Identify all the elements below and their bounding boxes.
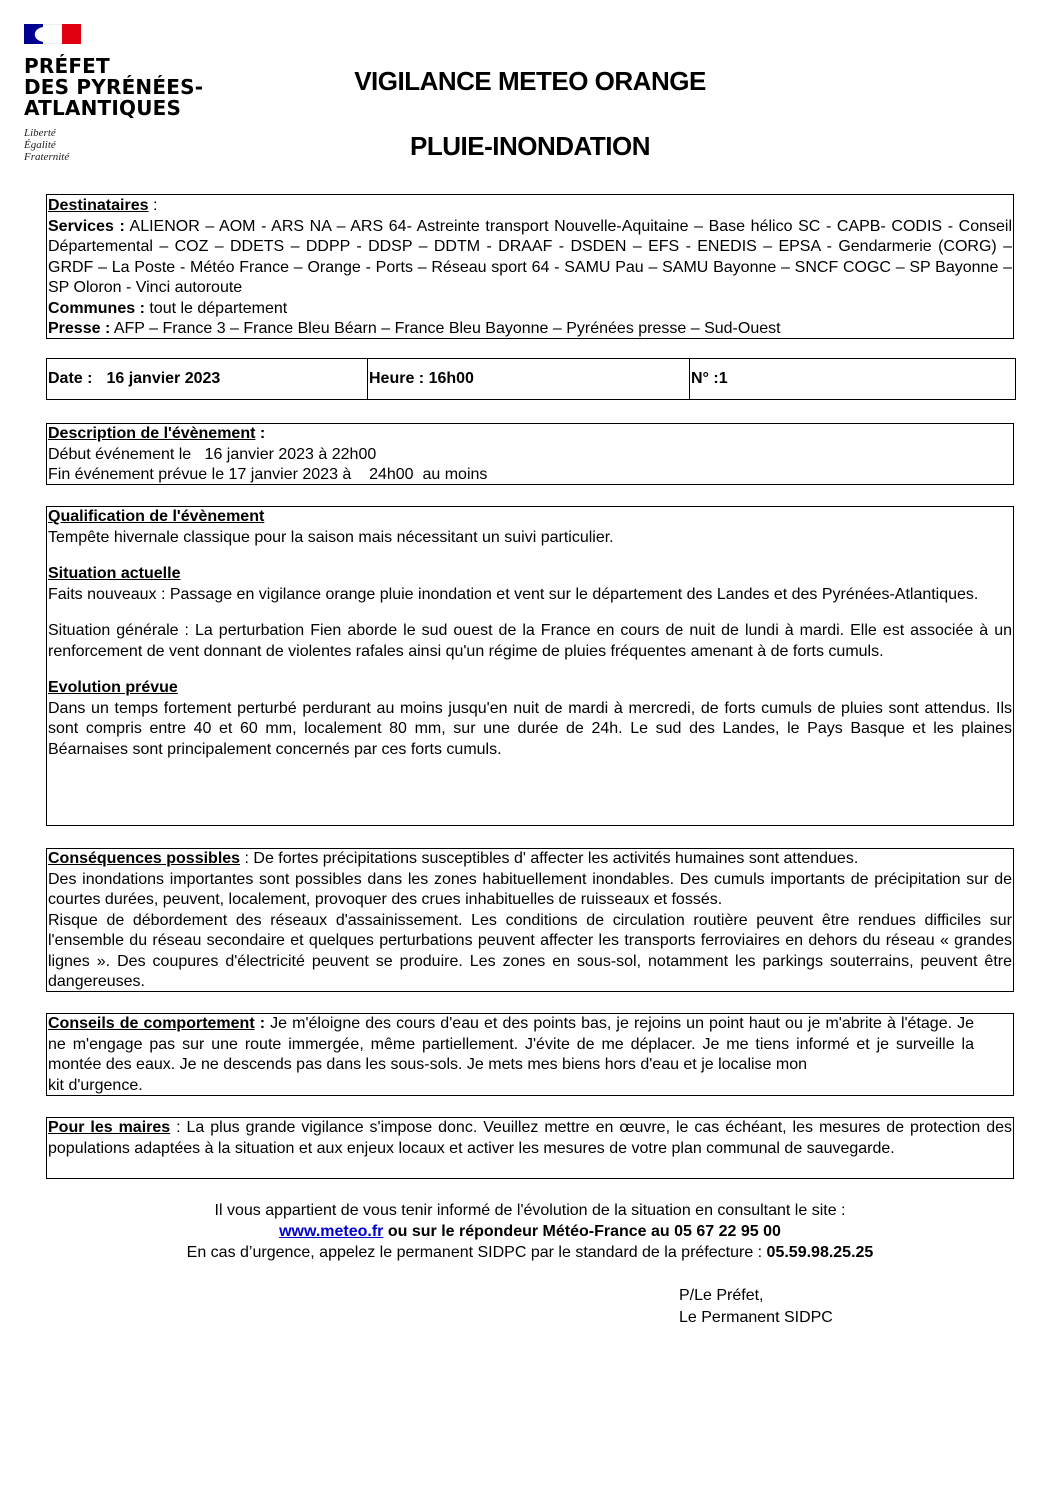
motto-fraternite: Fraternité (24, 151, 70, 163)
bulletin-info-row (46, 358, 1016, 400)
services-text: ALIENOR – AOM - ARS NA – ARS 64- Astreinte transport Nouvelle-Aquitaine – Base hélico SC - CAPB- CODIS - Conseil Départemental – COZ – DDETS – DDPP - DDSP – DDTM - DRAAF - DSDEN – EFS - ENEDIS – EPSA - Gendarmerie (CORG) – GRDF – La Poste - Météo France – Orange - Ports – Réseau sport 64 - SAMU Pau – SAMU Bayonne – SNCF COGC – SP Bayonne – SP Oloron - Vinci autoroute (48, 217, 1013, 296)
maires-box (46, 1117, 1014, 1179)
recipients-heading: Destinataires (48, 197, 149, 214)
faits-nouveaux: Faits nouveaux : Passage en vigilance orange pluie inondation et vent sur le département des Landes et des Pyrénées-Atlantiques. (48, 585, 979, 603)
presse-text: AFP – France 3 – France Bleu Béarn – France Bleu Bayonne – Pyrénées presse – Sud-Ouest (110, 320, 781, 337)
numero-cell (690, 359, 1015, 399)
republic-motto (24, 127, 224, 163)
marianne-profile-icon (24, 24, 43, 44)
qualification-text: Tempête hivernale classique pour la saison mais nécessitant un suivi particulier. (48, 528, 614, 546)
event-heading: Description de l'évènement (48, 425, 256, 442)
qualification-box (46, 506, 1014, 826)
logo-line-3: ATLANTIQUES (24, 96, 182, 120)
situation-heading: Situation actuelle (48, 565, 181, 582)
event-end: Fin événement prévue le 17 janvier 2023 à 24h00 au moins (48, 466, 488, 483)
maires-text: : La plus grande vigilance s'impose donc. Veuillez mettre en œuvre, le cas échéant, les mesures de protection des populations adaptées à la situation et aux enjeux locaux et activer les mesures de votre plan communal de sauvegarde. (48, 1119, 1013, 1157)
meteo-france-link[interactable]: www.meteo.fr (279, 1223, 384, 1240)
date-value: 16 janvier 2023 (106, 370, 221, 387)
motto-liberte: Liberté (24, 127, 56, 139)
motto-egalite: Égalité (24, 139, 56, 151)
qualification-heading: Qualification de l'évènement (48, 508, 265, 525)
numero-value: N° :1 (691, 370, 728, 387)
page-title: VIGILANCE METEO ORANGE (354, 66, 706, 96)
maires-heading: Pour les maires (48, 1119, 171, 1136)
prefecture-name (24, 56, 224, 119)
communes-paragraph (48, 299, 1012, 320)
conseils-text: Je m'éloigne des cours d'eau et des points bas, je rejoins un point haut ou je m'abrite à l'étage. Je ne m'engage pas sur une route immergée, même partiellement. J'évite de me déplacer. Je me tiens informé et je surveille la montée des eaux. Je ne descends pas dans les sous-sols. Je mets mes biens hors d'eau et je localise mon (48, 1015, 975, 1073)
page-subtitle: PLUIE-INONDATION (410, 131, 650, 161)
communes-label: Communes : (48, 299, 145, 317)
evolution-text: Dans un temps fortement perturbé perdurant au moins jusqu'en nuit de mardi à mercredi, de forts cumuls de pluies sont attendus. Ils sont compris entre 40 et 60 mm, localement 80 mm, sur une durée de 24h. Le sud des Landes, le Pays Basque et les plaines Béarnaises sont principalement concernés par ces forts cumuls. (48, 699, 1012, 758)
logo-line-1: PRÉFET (24, 54, 110, 78)
footer-info (46, 1200, 1014, 1263)
logo-line-2: DES PYRÉNÉES- (24, 75, 204, 99)
communes-text: tout le département (144, 299, 288, 317)
footer-line-2 (46, 1221, 1014, 1242)
event-start: Début événement le 16 janvier 2023 à 22h00 (48, 445, 377, 463)
conseils-paragraph (48, 1014, 1012, 1076)
date-cell (47, 359, 368, 399)
presse-label: Presse : (48, 320, 111, 337)
conseils-text-end: kit d'urgence. (48, 1076, 143, 1094)
signature-line-2: Le Permanent SIDPC (679, 1309, 833, 1326)
event-description-box (46, 423, 1014, 485)
services-label: Services : (48, 217, 125, 235)
event-heading-suffix: : (255, 425, 266, 442)
conseils-heading: Conseils de comportement (48, 1015, 255, 1032)
footer-emergency-text: En cas d’urgence, appelez le permanent SIDPC par le standard de la préfecture : (186, 1244, 763, 1261)
consequences-box (46, 848, 1014, 992)
consequences-intro-line (48, 849, 1012, 870)
footer-emergency-phone: 05.59.98.25.25 (762, 1244, 874, 1261)
situation-generale: Situation générale : La perturbation Fien aborde le sud ouest de la France en cours de nuit de lundi à mardi. Elle est associée à un renforcement de vent donnant de violentes rafales ainsi qu'un régime de pluies fréquentes amenant à de forts cumuls. (48, 622, 1012, 660)
maires-paragraph (48, 1118, 1012, 1159)
heure-cell (368, 359, 690, 399)
consequences-intro: : De fortes précipitations susceptibles d' affecter les activités humaines sont attendues. (240, 850, 859, 867)
conseils-box (46, 1013, 1014, 1096)
footer-phone-line: ou sur le répondeur Météo-France au 05 67 22 95 00 (383, 1223, 781, 1240)
marianne-flag-icon (24, 24, 81, 44)
prefecture-logo (24, 24, 224, 163)
recipients-box (46, 194, 1014, 339)
footer-line-3 (46, 1242, 1014, 1263)
date-label: Date : (48, 370, 93, 387)
conseils-heading-suffix: : (254, 1015, 266, 1032)
flag-blue-band (24, 24, 43, 44)
consequences-heading: Conséquences possibles (48, 850, 241, 867)
services-paragraph (48, 217, 1012, 299)
flag-red-band (62, 24, 81, 44)
footer-line-1: Il vous appartient de vous tenir informé de l'évolution de la situation en consultant le site : (214, 1202, 846, 1219)
flag-white-band (43, 24, 62, 44)
consequences-p1: Des inondations importantes sont possibles dans les zones habituellement inondables. Des cumuls importants de précipitation sur de courtes durées, peuvent, localement, provoquer des crues inhabituelles de ruisseaux et fossés. (48, 870, 1012, 908)
consequences-p2: Risque de débordement des réseaux d'assainissement. Les conditions de circulation routière peuvent être rendues difficiles sur l'ensemble du réseau secondaire et quelques perturbations peuvent affecter les transports ferroviaires en dehors du réseau « grandes lignes ». Des coupures d'électricité peuvent se produire. Les zones en sous-sol, notamment les parkings souterrains, peuvent être dangereuses. (48, 911, 1012, 990)
recipients-heading-suffix: : (148, 197, 158, 214)
recipients-heading-line (48, 196, 1012, 217)
signature-block (679, 1285, 833, 1329)
presse-paragraph (48, 319, 1012, 340)
heure-value: Heure : 16h00 (369, 370, 474, 387)
signature-line-1: P/Le Préfet, (679, 1287, 764, 1304)
event-heading-line (48, 424, 1012, 445)
evolution-heading: Evolution prévue (48, 679, 178, 696)
